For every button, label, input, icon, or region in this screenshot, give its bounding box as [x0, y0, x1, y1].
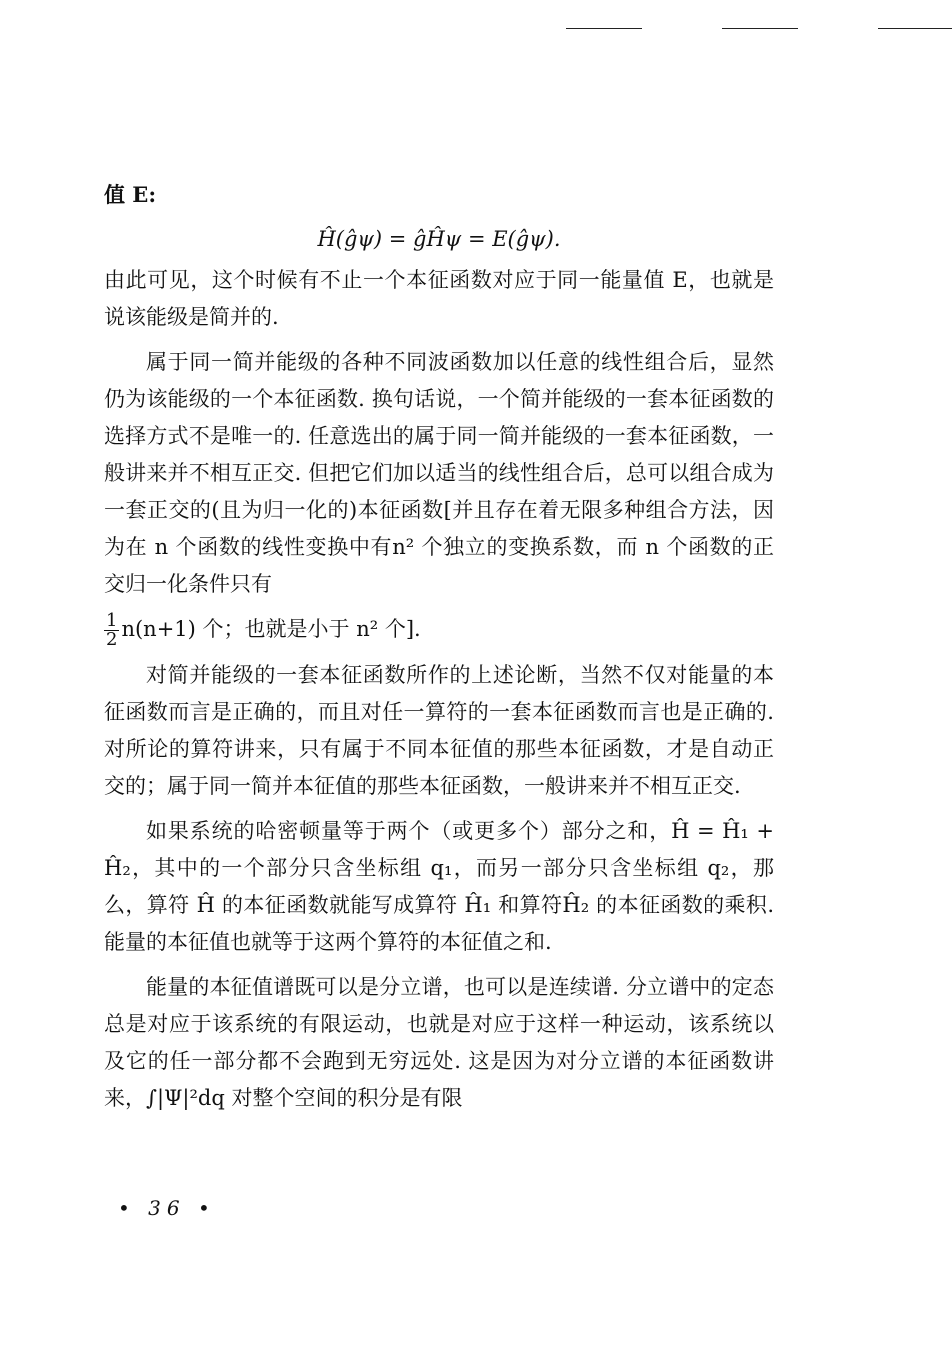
fraction-line: [104, 611, 774, 649]
fraction: [104, 612, 119, 649]
fraction-numerator: 1: [106, 610, 118, 631]
paragraph: n(n+1) 个；也就是小于 n² 个].: [121, 617, 421, 641]
page-number: • 36 •: [118, 1196, 216, 1220]
header-rule: [722, 28, 798, 29]
equation: Ĥ(ĝψ) = ĝĤψ = E(ĝψ).: [317, 227, 561, 251]
lead-text: 值 E:: [104, 182, 157, 207]
paragraph: 对简并能级的一套本征函数所作的上述论断，当然不仅对能量的本征函数而言是正确的，而且对任一算符的一套本征函数而言也是正确的. 对所论的算符讲来，只有属于不同本征值的那些本征函数，才是自动正交的；属于同一简并本征值的那些本征函数，一般讲来并不相互正交.: [104, 663, 774, 798]
header-rule: [566, 28, 642, 29]
paragraph: 如果系统的哈密顿量等于两个（或更多个）部分之和，Ĥ = Ĥ₁ + Ĥ₂，其中的一个部分只含坐标组 q₁，而另一部分只含坐标组 q₂，那么，算符 Ĥ 的本征函数就能写成算符 Ĥ₁ 和算符Ĥ₂ 的本征函数的乘积. 能量的本征值也就等于这两个算符的本征值之和.: [104, 819, 774, 954]
header-rule: [878, 28, 952, 29]
body-text: [104, 176, 774, 1125]
paragraph: 能量的本征值谱既可以是分立谱，也可以是连续谱. 分立谱中的定态总是对应于该系统的有限运动，也就是对应于这样一种运动，该系统以及它的任一部分都不会跑到无穷远处. 这是因为对分立谱的本征函数讲来，∫|Ψ|²dq 对整个空间的积分是有限: [104, 975, 774, 1110]
paragraph: 属于同一简并能级的各种不同波函数加以任意的线性组合后，显然仍为该能级的一个本征函数. 换句话说，一个简并能级的一套本征函数的选择方式不是唯一的. 任意选出的属于同一简并能级的一套本征函数，一般讲来并不相互正交. 但把它们加以适当的线性组合后，总可以组合成为一套正交的(且为归一化的)本征函数[并且存在着无限多种组合方法，因为在 n 个函数的线性变换中有n² 个独立的变换系数，而 n 个函数的正交归一化条件只有: [104, 350, 774, 596]
fraction-denominator: 2: [106, 629, 118, 650]
paragraph: 由此可见，这个时候有不止一个本征函数对应于同一能量值 E，也就是说该能级是简并的.: [104, 268, 774, 329]
